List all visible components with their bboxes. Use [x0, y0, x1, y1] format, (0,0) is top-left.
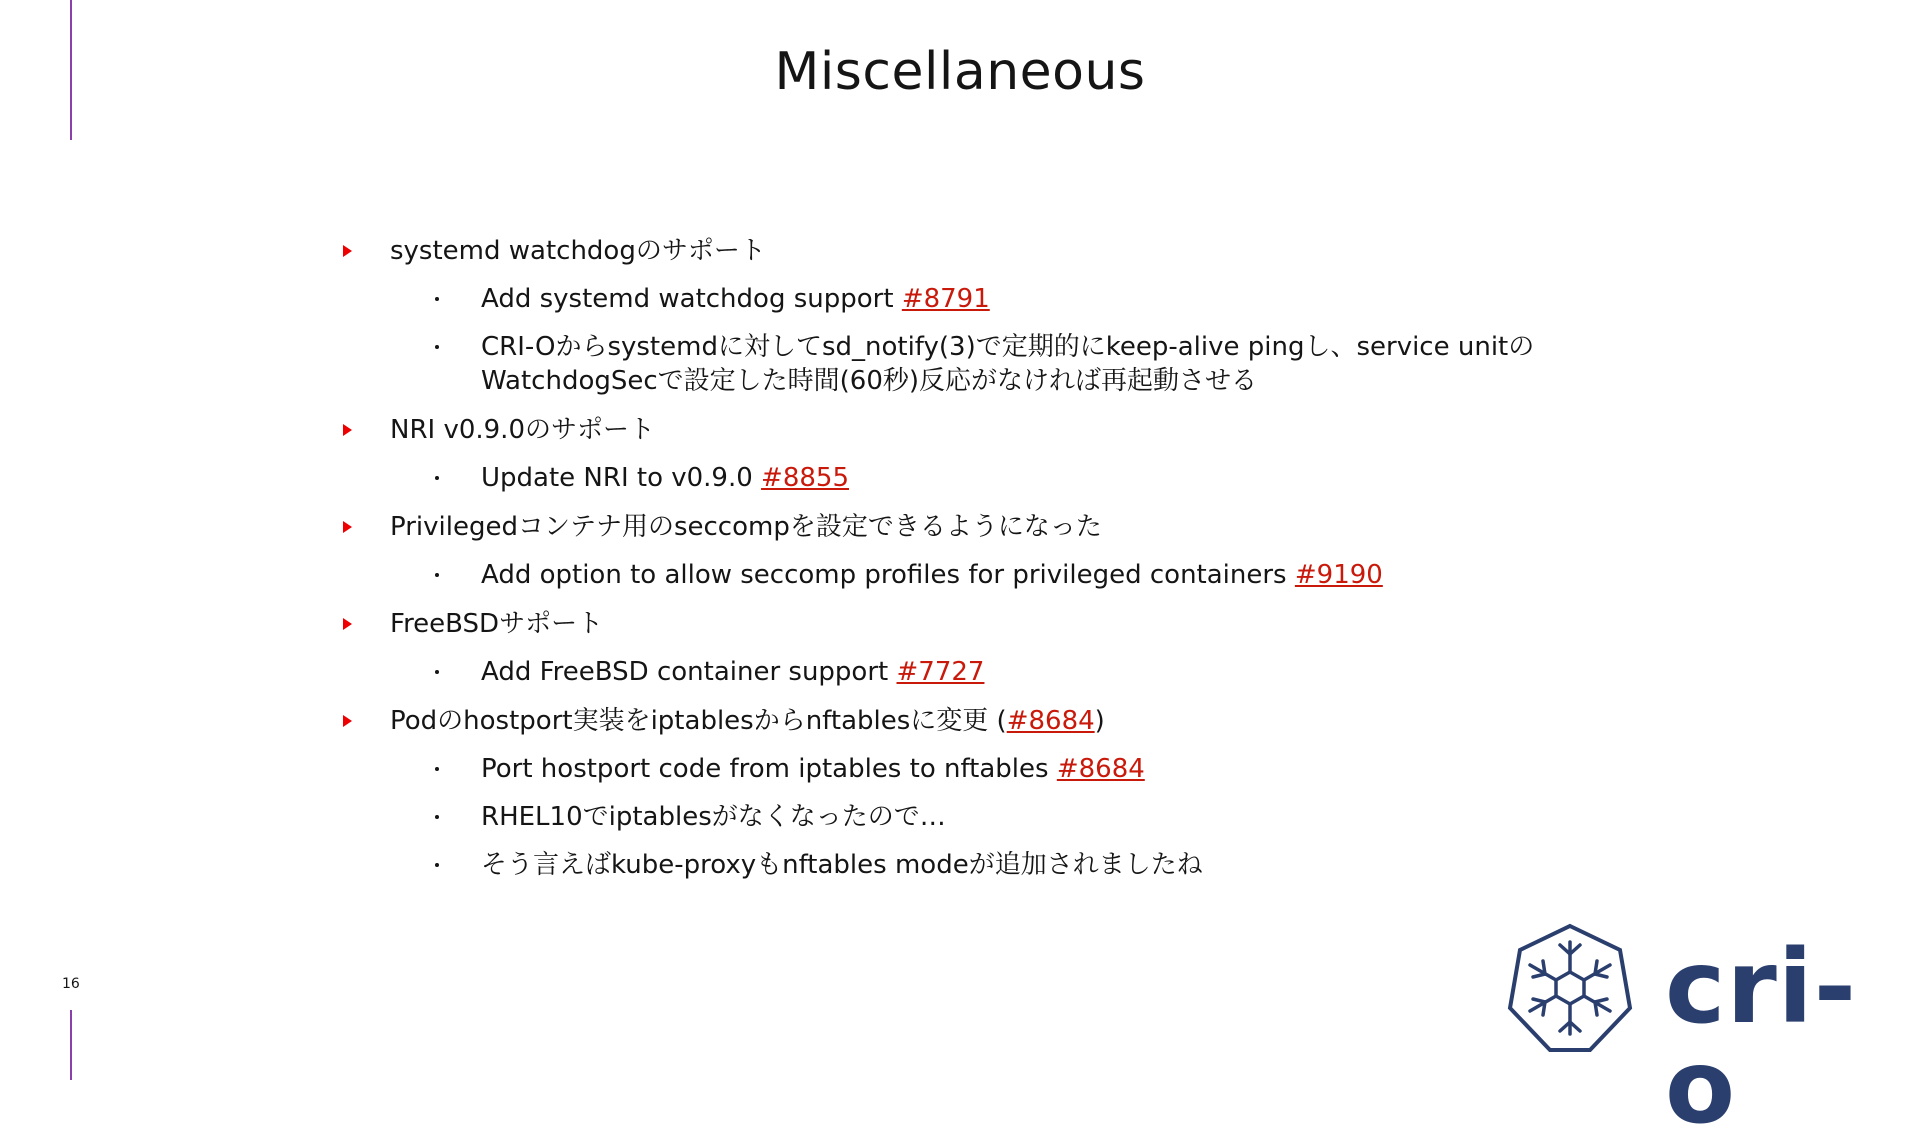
dot-bullet-icon — [435, 670, 439, 674]
issue-link[interactable]: #9190 — [1294, 560, 1383, 590]
issue-link[interactable]: #8855 — [761, 463, 849, 493]
sub-bullet-item — [340, 848, 1640, 882]
dot-bullet-icon — [435, 767, 439, 771]
issue-link[interactable]: #8684 — [1006, 706, 1095, 736]
sub-bullet-item — [340, 282, 1640, 316]
bullet-text: Privilegedコンテナ用のseccompを設定できるようになった — [390, 512, 1102, 542]
sub-bullet-item — [340, 558, 1640, 592]
sub-bullet-item — [340, 330, 1640, 398]
sub-bullet-item — [340, 461, 1640, 495]
bullet-text: NRI v0.9.0のサポート — [390, 415, 655, 445]
triangle-bullet-icon — [343, 618, 352, 630]
slide-title: Miscellaneous — [774, 42, 1146, 102]
issue-link[interactable]: #8791 — [901, 284, 990, 314]
bullet-text-suffix: ) — [1094, 706, 1105, 736]
issue-link[interactable]: #7727 — [896, 657, 985, 687]
triangle-bullet-icon — [343, 521, 352, 533]
dot-bullet-icon — [435, 345, 439, 349]
bullet-text: systemd watchdogのサポート — [390, 236, 766, 266]
triangle-bullet-icon — [343, 715, 352, 727]
snowflake-hexagon-icon — [1500, 918, 1640, 1058]
bullet-text: Update NRI to v0.9.0 — [481, 463, 762, 493]
sub-bullet-item — [340, 655, 1640, 689]
bullet-item — [340, 510, 1640, 544]
issue-link[interactable]: #8684 — [1056, 754, 1145, 784]
dot-bullet-icon — [435, 815, 439, 819]
dot-bullet-icon — [435, 863, 439, 867]
bullet-text: Podのhostport実装をiptablesからnftablesに変更 ( — [390, 706, 1007, 736]
sub-bullet-item — [340, 752, 1640, 786]
bullet-text: そう言えばkube-proxyもnftables modeが追加されましたね — [481, 850, 1203, 880]
accent-line-bottom — [70, 1010, 72, 1080]
bullet-text: Port hostport code from iptables to nftables — [481, 754, 1057, 784]
bullet-text: RHEL10でiptablesがなくなったので… — [481, 802, 946, 832]
dot-bullet-icon — [435, 476, 439, 480]
bullet-item — [340, 413, 1640, 447]
bullet-text: Add systemd watchdog support — [481, 284, 902, 314]
triangle-bullet-icon — [343, 245, 352, 257]
cri-o-logo — [1500, 918, 1900, 1147]
page-number: 16 — [62, 976, 80, 992]
logo-text: cri-o — [1665, 928, 1858, 1147]
bullet-item — [340, 234, 1640, 268]
dot-bullet-icon — [435, 573, 439, 577]
triangle-bullet-icon — [343, 424, 352, 436]
bullet-text: Add FreeBSD container support — [481, 657, 897, 687]
bullet-list — [340, 234, 1640, 882]
bullet-item — [340, 607, 1640, 641]
bullet-text: FreeBSDサポート — [390, 609, 604, 639]
bullet-text: CRI-Oからsystemdに対してsd_notify(3)で定期的にkeep-alive pingし、service unitのWatchdogSecで設定した時間(60秒)反応がなければ再起動させる — [481, 332, 1535, 396]
dot-bullet-icon — [435, 297, 439, 301]
sub-bullet-item — [340, 800, 1640, 834]
bullet-text: Add option to allow seccomp profiles for privileged containers — [481, 560, 1295, 590]
bullet-item — [340, 704, 1640, 738]
